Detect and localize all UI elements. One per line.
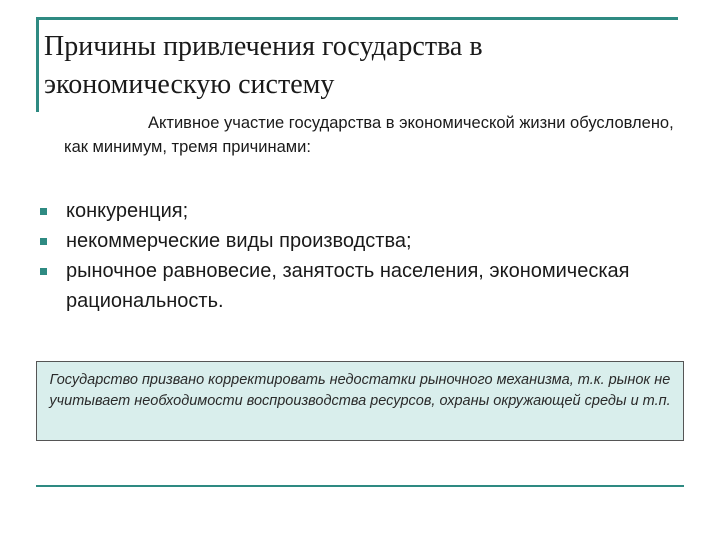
list-item-text: конкуренция; <box>66 200 189 222</box>
bottom-divider <box>36 485 684 487</box>
reasons-list <box>40 196 640 316</box>
list-item <box>40 226 640 256</box>
square-bullet-icon <box>40 238 47 245</box>
list-item <box>40 256 640 316</box>
slide-title: Причины привлечения государства в экономическую систему <box>44 31 483 100</box>
title-frame-left-line <box>36 17 39 112</box>
intro-paragraph: Активное участие государства в экономической жизни обусловлено, как минимум, тремя причинами: <box>64 114 674 156</box>
list-item <box>40 196 640 226</box>
note-text: Государство призвано корректировать недостатки рыночного механизма, т.к. рынок не учитывает необходимости воспроизводства ресурсов, охраны окружающей среды и т.п. <box>49 372 671 409</box>
title-frame-top-line <box>36 17 678 20</box>
note-box <box>36 361 684 441</box>
list-item-text: рыночное равновесие, занятость населения, экономическая рациональность. <box>66 260 630 312</box>
square-bullet-icon <box>40 208 47 215</box>
square-bullet-icon <box>40 268 47 275</box>
list-item-text: некоммерческие виды производства; <box>66 230 412 252</box>
